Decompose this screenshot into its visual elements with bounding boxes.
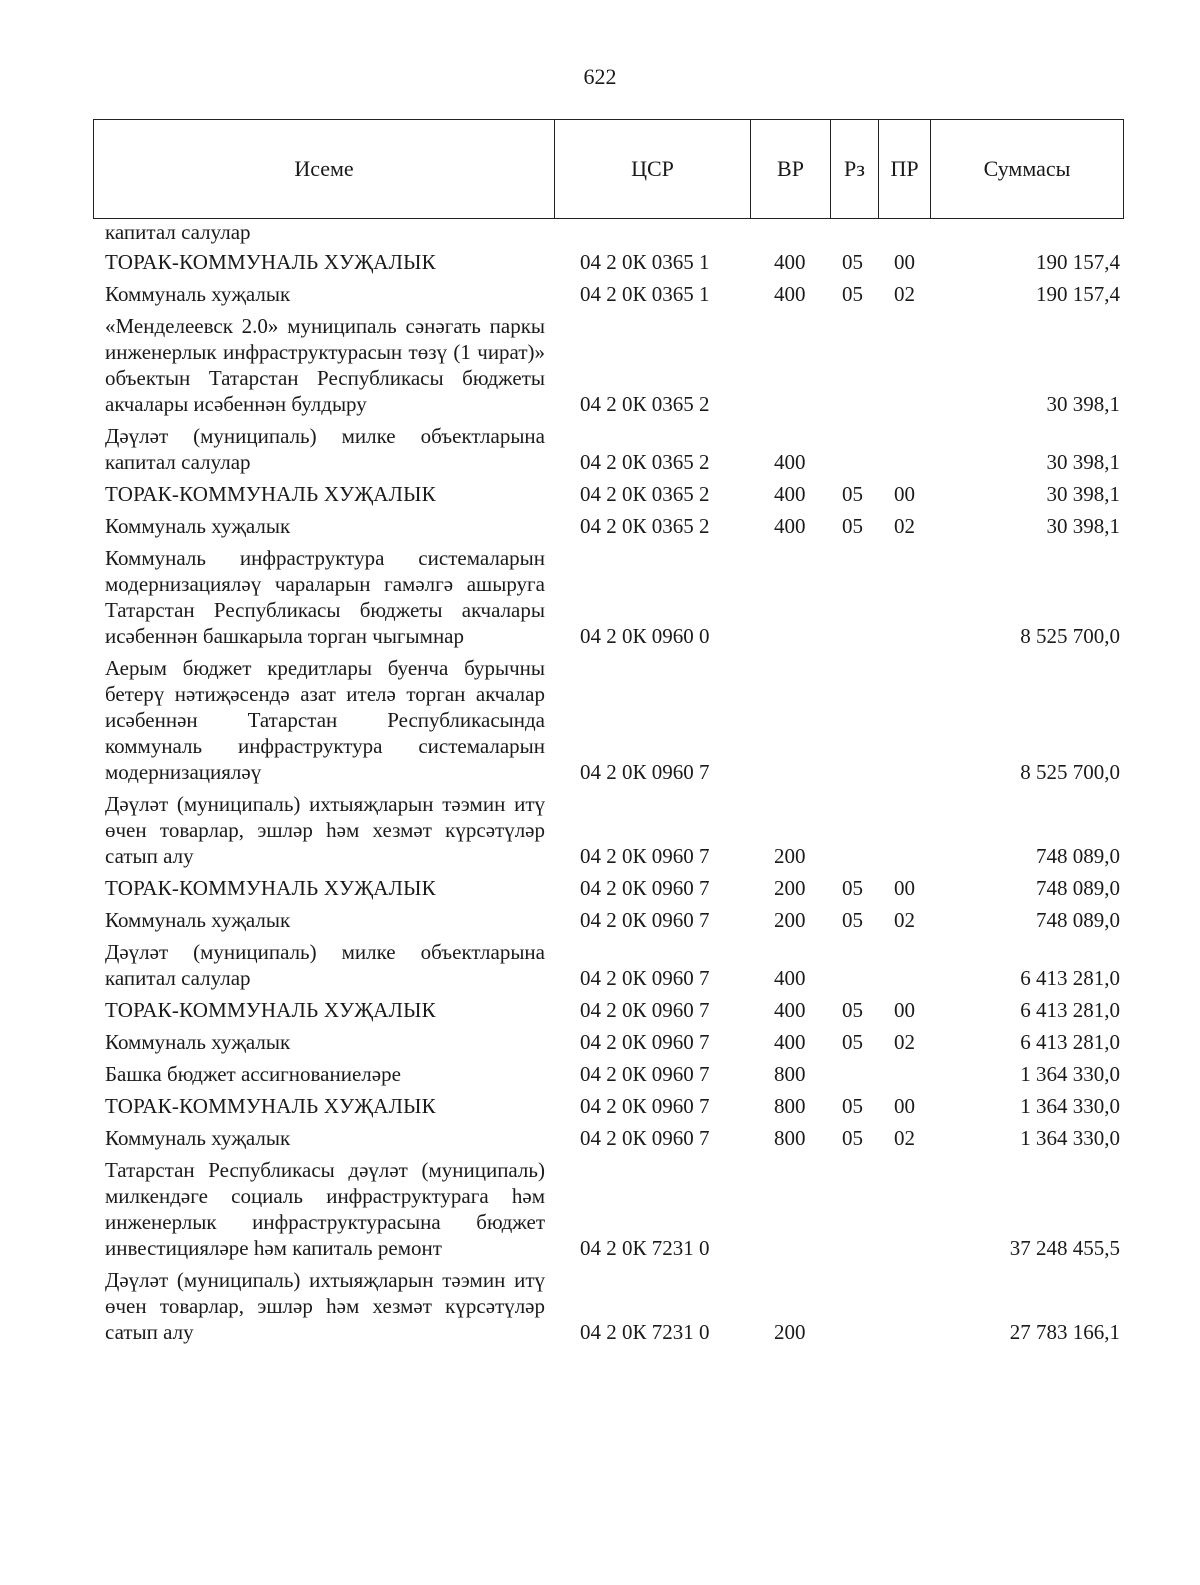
row-pr: 02 — [894, 1126, 915, 1150]
row-vr: 400 — [774, 282, 806, 306]
row-csr: 04 2 0К 0365 1 — [580, 282, 710, 306]
header-csr: ЦСР — [554, 120, 750, 218]
table-row — [0, 513, 1200, 539]
row-pr: 02 — [894, 282, 915, 306]
row-csr: 04 2 0К 0365 2 — [580, 450, 710, 474]
row-rz: 05 — [842, 1094, 863, 1118]
row-csr: 04 2 0К 0365 1 — [580, 250, 710, 274]
row-csr: 04 2 0К 0960 7 — [580, 908, 710, 932]
row-sum: 1 364 330,0 — [1020, 1094, 1120, 1118]
table-row — [0, 1093, 1200, 1119]
table-row — [0, 281, 1200, 307]
row-name: Дәүләт (муниципаль) милке объектларына капитал салулар — [105, 940, 545, 990]
row-sum: 190 157,4 — [1036, 282, 1120, 306]
row-vr: 800 — [774, 1126, 806, 1150]
row-sum: 30 398,1 — [1046, 450, 1120, 474]
row-name: ТОРАК-КОММУНАЛЬ ХУҖАЛЫК — [105, 876, 436, 900]
row-name: «Менделеевск 2.0» муниципаль сәнәгать паркы инженерлык инфраструктурасын төзү (1 чират)» объектын Татарстан Республикасы бюджеты акчалары исәбеннән булдыру — [105, 314, 545, 416]
row-pr: 02 — [894, 1030, 915, 1054]
table-row — [0, 1125, 1200, 1151]
row-csr: 04 2 0К 0960 7 — [580, 998, 710, 1022]
row-rz: 05 — [842, 514, 863, 538]
row-vr: 400 — [774, 1030, 806, 1054]
row-sum: 6 413 281,0 — [1020, 1030, 1120, 1054]
table-row — [0, 907, 1200, 933]
row-name: Дәүләт (муниципаль) ихтыяҗларын тәэмин итү өчен товарлар, эшләр һәм хезмәт күрсәтүләр сатып алу — [105, 792, 545, 868]
row-csr: 04 2 0К 0960 7 — [580, 844, 710, 868]
row-name: Коммуналь хуҗалык — [105, 514, 291, 538]
header-name: Исеме — [294, 156, 354, 181]
row-name: Коммуналь хуҗалык — [105, 908, 291, 932]
row-sum: 1 364 330,0 — [1020, 1062, 1120, 1086]
row-sum: 6 413 281,0 — [1020, 966, 1120, 990]
header-vr: ВР — [750, 120, 830, 218]
row-vr: 800 — [774, 1062, 806, 1086]
table-header — [93, 119, 1124, 219]
row-pr: 00 — [894, 482, 915, 506]
row-name: Аерым бюджет кредитлары буенча бурычны бетерү нәтиҗәсендә азат ителә торган акчалар исәбеннән Татарстан Республикасында коммуналь инфраструктура системаларын модернизацияләү — [105, 656, 545, 784]
row-name: Коммуналь хуҗалык — [105, 1030, 291, 1054]
row-sum: 30 398,1 — [1046, 482, 1120, 506]
row-sum: 748 089,0 — [1036, 844, 1120, 868]
row-vr: 400 — [774, 482, 806, 506]
row-rz: 05 — [842, 908, 863, 932]
table-row — [0, 875, 1200, 901]
row-csr: 04 2 0К 0365 2 — [580, 392, 710, 416]
row-vr: 400 — [774, 998, 806, 1022]
table-row — [0, 997, 1200, 1023]
row-csr: 04 2 0К 0960 7 — [580, 1126, 710, 1150]
row-rz: 05 — [842, 998, 863, 1022]
row-sum: 8 525 700,0 — [1020, 760, 1120, 784]
row-sum: 37 248 455,5 — [1009, 1236, 1120, 1260]
row-vr: 400 — [774, 966, 806, 990]
row-pr: 02 — [894, 514, 915, 538]
row-name: Коммуналь инфраструктура системаларын модернизацияләү чараларын гамәлгә ашыруга Татарстан Республикасы бюджеты акчалары исәбеннән башкарыла торган чыгымнар — [105, 546, 545, 648]
row-name: ТОРАК-КОММУНАЛЬ ХУҖАЛЫК — [105, 1094, 436, 1118]
row-name: Татарстан Республикасы дәүләт (муниципаль) милкендәге социаль инфраструктурага һәм инженерлык инфраструктурасына бюджет инвестицияләре һәм капиталь ремонт — [105, 1158, 545, 1260]
row-csr: 04 2 0К 7231 0 — [580, 1236, 710, 1260]
header-pr: ПР — [878, 120, 930, 218]
row-name: капитал салулар — [105, 220, 251, 244]
row-csr: 04 2 0К 0960 0 — [580, 624, 710, 648]
row-sum: 748 089,0 — [1036, 908, 1120, 932]
table-row — [0, 1029, 1200, 1055]
table-row — [0, 1267, 1200, 1345]
row-csr: 04 2 0К 0960 7 — [580, 760, 710, 784]
row-pr: 00 — [894, 998, 915, 1022]
row-rz: 05 — [842, 250, 863, 274]
row-pr: 00 — [894, 250, 915, 274]
row-sum: 1 364 330,0 — [1020, 1126, 1120, 1150]
row-name: ТОРАК-КОММУНАЛЬ ХУҖАЛЫК — [105, 482, 436, 506]
row-sum: 748 089,0 — [1036, 876, 1120, 900]
row-name: Дәүләт (муниципаль) ихтыяҗларын тәэмин итү өчен товарлар, эшләр һәм хезмәт күрсәтүләр сатып алу — [105, 1268, 545, 1344]
table-row — [0, 655, 1200, 785]
row-sum: 30 398,1 — [1046, 392, 1120, 416]
row-csr: 04 2 0К 0960 7 — [580, 1030, 710, 1054]
header-sum: Суммасы — [930, 120, 1123, 218]
row-vr: 200 — [774, 1320, 806, 1344]
row-sum: 190 157,4 — [1036, 250, 1120, 274]
row-sum: 6 413 281,0 — [1020, 998, 1120, 1022]
row-vr: 800 — [774, 1094, 806, 1118]
table-row — [0, 219, 1200, 245]
row-rz: 05 — [842, 482, 863, 506]
row-sum: 8 525 700,0 — [1020, 624, 1120, 648]
table-row — [0, 249, 1200, 275]
row-name: Коммуналь хуҗалык — [105, 1126, 291, 1150]
row-rz: 05 — [842, 282, 863, 306]
row-name: ТОРАК-КОММУНАЛЬ ХУҖАЛЫК — [105, 998, 436, 1022]
row-pr: 00 — [894, 876, 915, 900]
row-pr: 00 — [894, 1094, 915, 1118]
row-rz: 05 — [842, 1030, 863, 1054]
page-number: 622 — [583, 64, 617, 89]
row-vr: 200 — [774, 844, 806, 868]
table-body — [0, 219, 1200, 1345]
row-vr: 200 — [774, 876, 806, 900]
row-sum: 30 398,1 — [1046, 514, 1120, 538]
row-csr: 04 2 0К 7231 0 — [580, 1320, 710, 1344]
row-csr: 04 2 0К 0365 2 — [580, 482, 710, 506]
table-row — [0, 481, 1200, 507]
row-sum: 27 783 166,1 — [1009, 1320, 1120, 1344]
table-row — [0, 313, 1200, 417]
header-rz: Рз — [830, 120, 878, 218]
row-vr: 200 — [774, 908, 806, 932]
row-csr: 04 2 0К 0960 7 — [580, 1094, 710, 1118]
row-rz: 05 — [842, 876, 863, 900]
table-row — [0, 1061, 1200, 1087]
row-name: Дәүләт (муниципаль) милке объектларына капитал салулар — [105, 424, 545, 474]
table-row — [0, 1157, 1200, 1261]
table-row — [0, 939, 1200, 991]
row-vr: 400 — [774, 250, 806, 274]
row-csr: 04 2 0К 0960 7 — [580, 876, 710, 900]
table-row — [0, 423, 1200, 475]
table-row — [0, 791, 1200, 869]
row-name: ТОРАК-КОММУНАЛЬ ХУҖАЛЫК — [105, 250, 436, 274]
row-name: Коммуналь хуҗалык — [105, 282, 291, 306]
row-csr: 04 2 0К 0960 7 — [580, 1062, 710, 1086]
row-name: Башка бюджет ассигнованиеләре — [105, 1062, 401, 1086]
row-csr: 04 2 0К 0960 7 — [580, 966, 710, 990]
row-pr: 02 — [894, 908, 915, 932]
row-csr: 04 2 0К 0365 2 — [580, 514, 710, 538]
row-vr: 400 — [774, 514, 806, 538]
row-vr: 400 — [774, 450, 806, 474]
table-row — [0, 545, 1200, 649]
row-rz: 05 — [842, 1126, 863, 1150]
